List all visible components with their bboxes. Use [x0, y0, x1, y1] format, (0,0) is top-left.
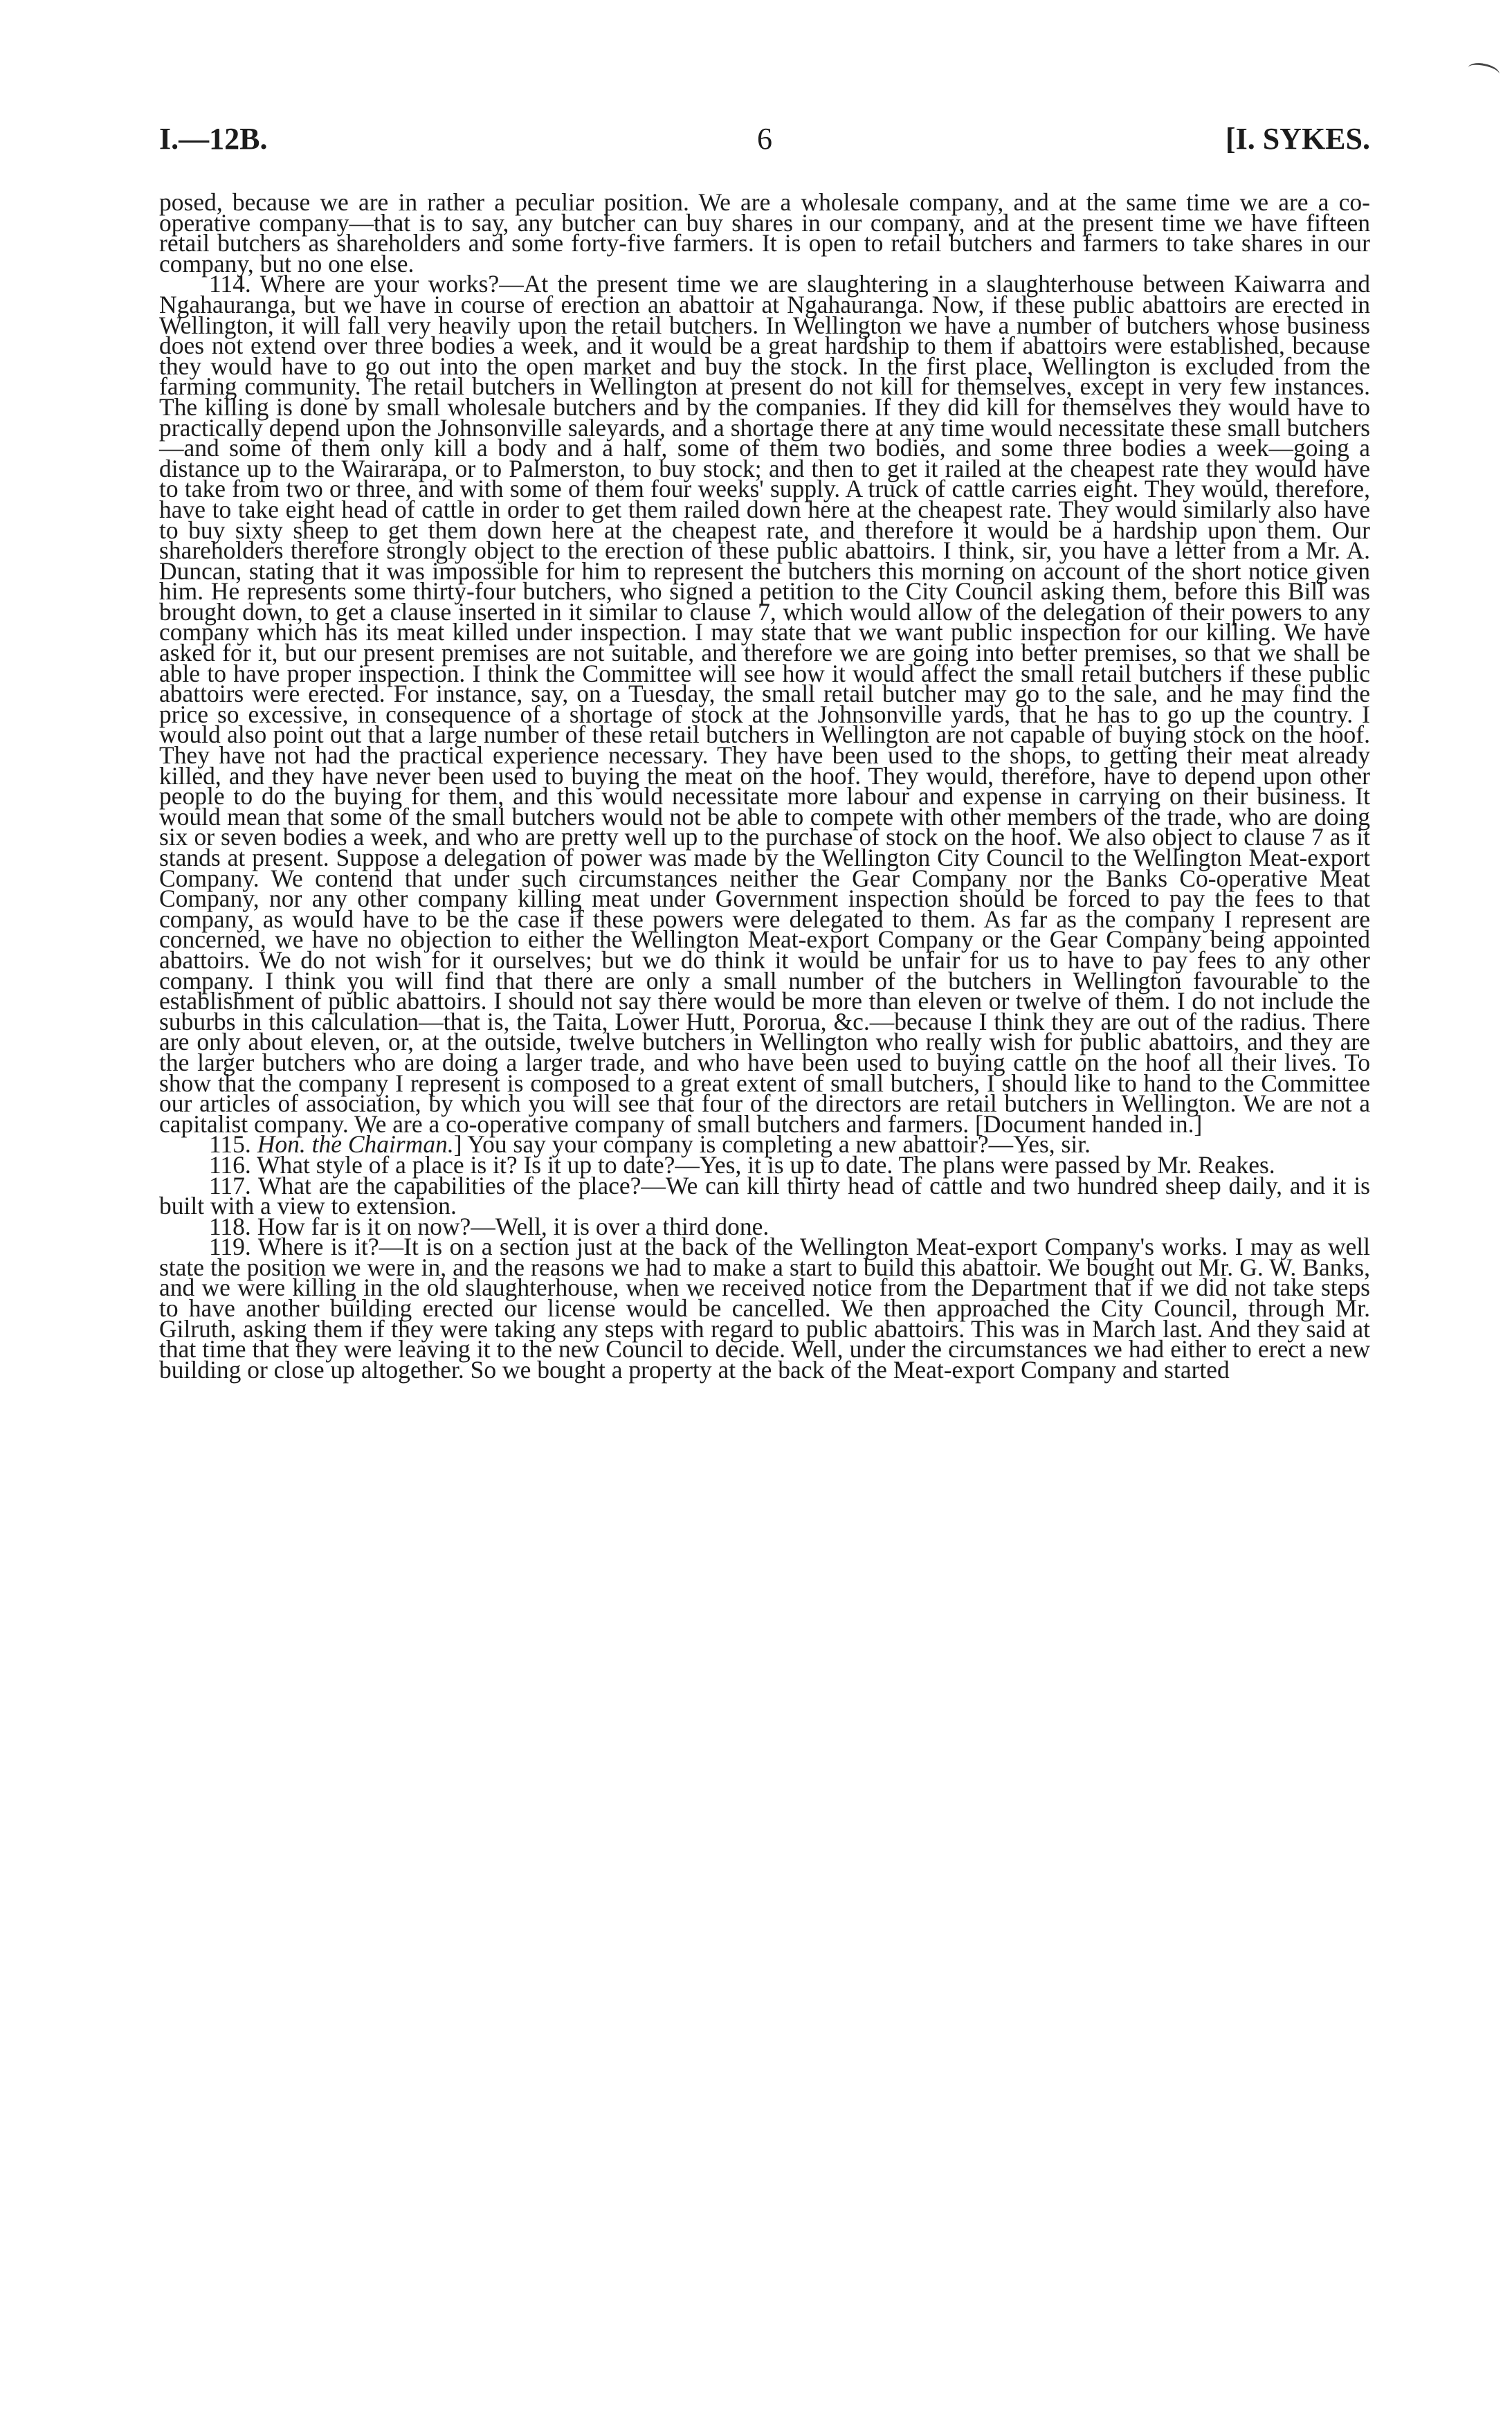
running-header: [159, 121, 1370, 163]
page-corner-mark: [1466, 60, 1500, 81]
witness-name: [I. SYKES.: [1225, 122, 1370, 156]
paper-reference: I.—12B.: [159, 122, 268, 156]
question-119: [159, 1233, 1371, 1384]
question-number: 115.: [209, 1130, 257, 1159]
paragraph-text: posed, because we are in rather a peculiar position. We are a wholesale company, and at the same time we are a co-operative company—that is to say, any butcher can buy shares in our company, and at the present time we have fifteen retail butchers as shareholders and some forty-five farmers. It is open to retail butchers and farmers to take shares in our company, but no one else.: [159, 188, 1370, 278]
paragraph-text: How far is it on now?—Well, it is over a third done.: [257, 1212, 769, 1240]
paragraph-text: What are the capabilities of the place?—We can kill thirty head of cattle and two hundred sheep daily, and it is built with a view to extension.: [159, 1171, 1371, 1220]
question-117: [159, 1171, 1371, 1220]
question-number: 119.: [209, 1233, 258, 1261]
paragraph-text: What style of a place is it? Is it up to date?—Yes, it is up to date. The plans were passed by Mr. Reakes.: [257, 1150, 1275, 1179]
page-number: 6: [757, 122, 772, 156]
paragraph-text: ] You say your company is completing a new abattoir?—Yes, sir.: [453, 1130, 1091, 1159]
question-number: 114.: [209, 270, 260, 298]
body-text: [159, 188, 1371, 1384]
question-number: 118.: [209, 1212, 257, 1240]
question-number: 116.: [209, 1150, 257, 1179]
paragraph-continuation: [159, 188, 1370, 278]
speaker-name: Hon. the Chairman.: [257, 1130, 454, 1159]
paragraph-text: Where is it?—It is on a section just at the back of the Wellington Meat-export Company's works. I may as well state the position we were in, and the reasons we had to make a start to build this abattoir. We bought out Mr. G. W. Banks, and we were killing in the old slaughterhouse, when we received notice from the Department that if we did not take steps to have another building erected our license would be cancelled. We then approached the City Council, through Mr. Gilruth, asking them if they were taking any steps with regard to public abattoirs. This was in March last. And they said at that time that they were leaving it to the new Council to decide. Well, under the circumstances we had either to erect a new building or close up altogether. So we bought a property at the back of the Meat-export Company and started: [159, 1233, 1371, 1384]
question-number: 117.: [209, 1171, 258, 1199]
paragraph-text: Where are your works?—At the present time we are slaughtering in a slaughterhouse between Kaiwarra and Ngahauranga, but we have in course of erection an abattoir at Ngahauranga. Now, if these public abattoirs are erected in Wellington, it will fall very heavily upon the retail butchers. In Wellington we have a number of butchers whose business does not extend over three bodies a week, and it would be a great hardship to them if abattoirs were established, because they would have to go out into the open market and buy the stock. In the first place, Wellington is excluded from the farming community. The retail butchers in Wellington at present do not kill for themselves, except in very few instances. The killing is done by small wholesale butchers and by the companies. If they did kill for themselves they would have to practically depend upon the Johnsonville saleyards, and a shortage there at any time would necessitate these small butchers—and some of them only kill a body and a half, some of them two bodies, and some three bodies a week—going a distance up to the Wairarapa, or to Palmerston, to buy stock; and then to get it railed at the cheapest rate they would have to take from two or three, and with some of them four weeks' supply. A truck of cattle carries eight. They would, therefore, have to take eight head of cattle in order to get them railed down here at the cheapest rate. They would similarly also have to buy sixty sheep to get them down here at the cheapest rate, and therefore it would be a hardship upon them. Our shareholders therefore strongly object to the erection of these public abattoirs. I think, sir, you have a letter from a Mr. A. Duncan, stating that it was impossible for him to represent the butchers this morning on account of the short notice given him. He represents some thirty-four butchers, who signed a petition to the City Council asking them, before this Bill was brought down, to get a clause inserted in it similar to clause 7, which would allow of the delegation of their powers to any company which has its meat killed under inspection. I may state that we want public inspection for our killing. We have asked for it, but our present premises are not suitable, and therefore we are going into better premises, so that we shall be able to have proper inspection. I think the Committee will see how it would affect the small retail butchers if these public abattoirs were erected. For instance, say, on a Tuesday, the small retail butcher may go to the sale, and he may find the price so excessive, in consequence of a shortage of stock at the Johnsonville yards, that he has to go up the country. I would also point out that a large number of these retail butchers in Wellington are not capable of buying stock on the hoof. They have not had the practical experience necessary. They have been used to the shops, to getting their meat already killed, and they have never been used to buying the meat on the hoof. They would, therefore, have to depend upon other people to do the buying for them, and this would necessitate more labour and expense in carrying on their business. It would mean that some of the small butchers would not be able to compete with other members of the trade, who are doing six or seven bodies a week, and who are pretty well up to the purchase of stock on the hoof. We also object to clause 7 as it stands at present. Suppose a delegation of power was made by the Wellington City Council to the Wellington Meat-export Company. We contend that under such circumstances neither the Gear Company nor the Banks Co-operative Meat Company, nor any other company killing meat under Government inspection should be forced to pay the fees to that company, as would have to be the case if these powers were delegated to them. As far as the company I represent are concerned, we have no objection to either the Wellington Meat-export Company or the Gear Company being appointed abattoirs. We do not wish for it ourselves; but we do think it would be unfair for us to have to pay fees to any other company. I think you will find that there are only a small number of the butchers in Wellington favourable to the establishment of public abattoirs. I should not say there would be more than eleven or twelve of them. I do not include the suburbs in this calculation—that is, the Taita, Lower Hutt, Pororua, &c.—because I think they are out of the radius. There are only about eleven, or, at the outside, twelve butchers in Wellington who really wish for public abattoirs, and they are the larger butchers who are doing a larger trade, and who have been used to buying cattle on the hoof all their lives. To show that the company I represent is composed to a great extent of small butchers, I should like to hand to the Committee our articles of association, by which you will see that four of the directors are retail butchers in Wellington. We are not a capitalist company. We are a co-operative company of small butchers and farmers. [Document handed in.]: [159, 270, 1370, 1138]
question-114: [159, 270, 1370, 1138]
